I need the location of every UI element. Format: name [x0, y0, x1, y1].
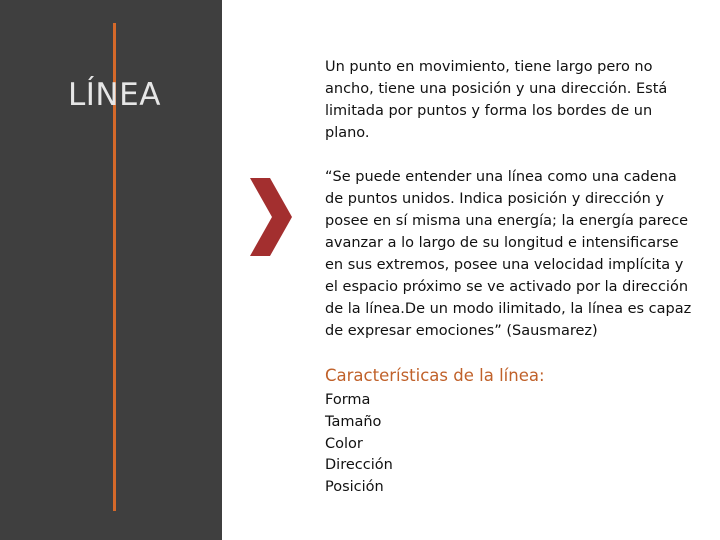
- slide-title: LÍNEA: [68, 77, 161, 113]
- chevron-arrow-right-icon: [250, 178, 292, 256]
- definition-paragraph: Un punto en movimiento, tiene largo pero no ancho, tiene una posición y una dirección. Está limitada por puntos y forma los bordes de un plano.: [325, 59, 668, 141]
- quote-paragraph: “Se puede entender una línea como una cadena de puntos unidos. Indica posición y dirección y posee en sí misma una energía; la energía parece avanzar a lo largo de su longitud e intensificarse en sus extremos, posee una velocidad implícita y el espacio próximo se ve activado por la dirección de la línea.De un modo ilimitado, la línea es capaz de expresar emociones” (Sausmarez): [325, 169, 692, 339]
- features-list: [325, 390, 697, 499]
- feature-item: Posición: [325, 479, 384, 496]
- feature-item: Color: [325, 435, 363, 452]
- features-heading: Características de la línea:: [325, 366, 545, 385]
- content-area: [325, 56, 697, 499]
- feature-item: Tamaño: [325, 413, 382, 430]
- feature-item: Forma: [325, 392, 371, 408]
- feature-item: Dirección: [325, 457, 393, 474]
